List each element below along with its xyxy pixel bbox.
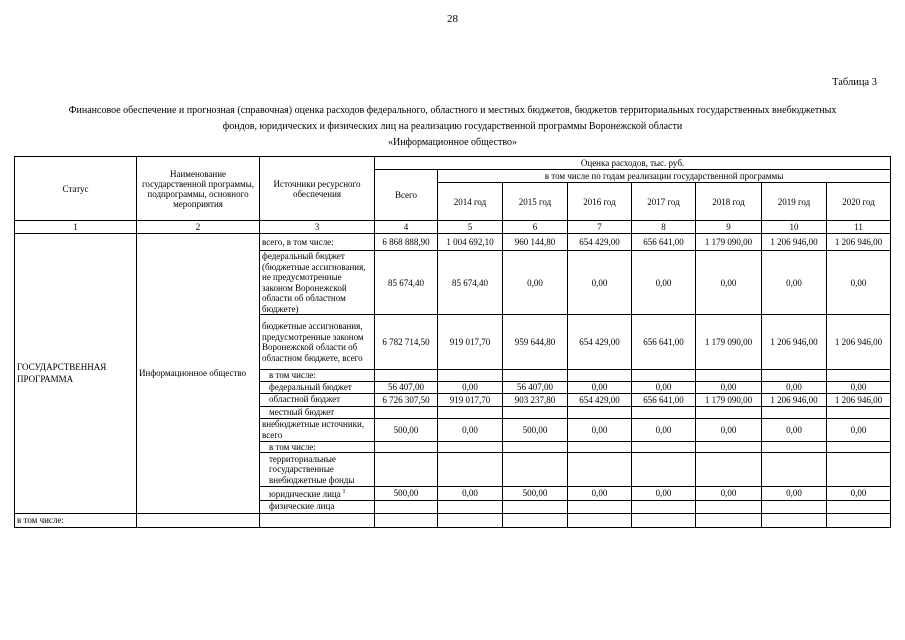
- year-column-header: 2019 год: [762, 183, 827, 221]
- value-cell: [762, 370, 827, 382]
- value-cell: [568, 370, 632, 382]
- value-cell: [696, 453, 762, 487]
- value-cell: 959 644,80: [503, 315, 568, 370]
- source-label-cell: физические лица: [260, 500, 375, 513]
- value-cell: 903 237,80: [503, 393, 568, 406]
- value-cell: [632, 500, 696, 513]
- value-cell: 6 868 888,90: [375, 234, 438, 251]
- value-cell: [696, 370, 762, 382]
- value-cell: [568, 500, 632, 513]
- table-footer-row: [15, 513, 891, 527]
- source-label-cell: в том числе:: [260, 370, 375, 382]
- value-cell: 1 004 692,10: [438, 234, 503, 251]
- value-cell: [696, 441, 762, 453]
- column-number: 1: [15, 221, 137, 234]
- value-cell: 500,00: [375, 487, 438, 501]
- value-cell: 85 674,40: [438, 251, 503, 315]
- value-cell: 0,00: [632, 487, 696, 501]
- value-cell: [762, 406, 827, 418]
- value-cell: [375, 500, 438, 513]
- value-cell: [438, 500, 503, 513]
- value-cell: 0,00: [827, 251, 891, 315]
- value-cell: [827, 500, 891, 513]
- source-label-cell: федеральный бюджет (бюджетные ассигнования, не предусмотренные законом Воронежской области об областном бюджете): [260, 251, 375, 315]
- value-cell: [568, 453, 632, 487]
- value-cell: [438, 370, 503, 382]
- value-cell: 0,00: [696, 487, 762, 501]
- value-cell: [696, 500, 762, 513]
- source-label-cell: местный бюджет: [260, 406, 375, 418]
- value-cell: [632, 370, 696, 382]
- source-label-cell: бюджетные ассигнования, предусмотренные законом Воронежской области об областном бюджете, всего: [260, 315, 375, 370]
- value-cell: 919 017,70: [438, 393, 503, 406]
- value-cell: [568, 441, 632, 453]
- value-cell: 1 206 946,00: [827, 234, 891, 251]
- value-cell: [632, 453, 696, 487]
- program-name-cell: Информационное общество: [137, 234, 260, 514]
- value-cell: [438, 441, 503, 453]
- source-label-cell: внебюджетные источники, всего: [260, 418, 375, 441]
- value-cell: 654 429,00: [568, 315, 632, 370]
- value-cell: [438, 406, 503, 418]
- value-cell: 656 641,00: [632, 315, 696, 370]
- header-total: Всего: [375, 170, 438, 221]
- table-label: Таблица 3: [832, 77, 877, 88]
- value-cell: 0,00: [762, 381, 827, 393]
- source-label-cell: областной бюджет: [260, 393, 375, 406]
- title-line-2: фондов, юридических и физических лиц на реализацию государственной программы Воронежской области: [222, 121, 683, 132]
- value-cell: 1 206 946,00: [827, 315, 891, 370]
- value-cell: 56 407,00: [375, 381, 438, 393]
- value-cell: [827, 370, 891, 382]
- year-column-header: 2020 год: [827, 183, 891, 221]
- column-number: 4: [375, 221, 438, 234]
- page-number: 28: [447, 13, 458, 25]
- value-cell: 0,00: [762, 487, 827, 501]
- value-cell: [503, 406, 568, 418]
- column-number: 11: [827, 221, 891, 234]
- empty-cell: [696, 513, 762, 527]
- value-cell: 919 017,70: [438, 315, 503, 370]
- value-cell: 85 674,40: [375, 251, 438, 315]
- value-cell: [503, 370, 568, 382]
- value-cell: [438, 453, 503, 487]
- column-number: 2: [137, 221, 260, 234]
- empty-cell: [632, 513, 696, 527]
- value-cell: [762, 500, 827, 513]
- table-row: [15, 234, 891, 251]
- value-cell: 56 407,00: [503, 381, 568, 393]
- value-cell: 0,00: [762, 251, 827, 315]
- source-label-cell: территориальные государственные внебюджетные фонды: [260, 453, 375, 487]
- value-cell: [503, 441, 568, 453]
- column-number: 8: [632, 221, 696, 234]
- value-cell: [827, 406, 891, 418]
- value-cell: 0,00: [827, 487, 891, 501]
- title-line-1: Финансовое обеспечение и прогнозная (справочная) оценка расходов федерального, областного и местных бюджетов, бюджетов территориальных государственных внебюджетных: [68, 105, 837, 116]
- value-cell: 0,00: [438, 487, 503, 501]
- value-cell: 500,00: [503, 487, 568, 501]
- value-cell: 1 179 090,00: [696, 234, 762, 251]
- finance-table: [14, 156, 891, 528]
- value-cell: 1 206 946,00: [762, 315, 827, 370]
- value-cell: 656 641,00: [632, 393, 696, 406]
- value-cell: 6 726 307,50: [375, 393, 438, 406]
- header-program-name: Наименование государственной программы, подпрограммы, основного мероприятия: [137, 157, 260, 221]
- value-cell: 0,00: [632, 418, 696, 441]
- value-cell: 0,00: [568, 381, 632, 393]
- empty-cell: [375, 513, 438, 527]
- source-label-cell: федеральный бюджет: [260, 381, 375, 393]
- value-cell: [696, 406, 762, 418]
- value-cell: [503, 500, 568, 513]
- value-cell: 656 641,00: [632, 234, 696, 251]
- column-number: 5: [438, 221, 503, 234]
- source-label-cell: всего, в том числе:: [260, 234, 375, 251]
- empty-cell: [762, 513, 827, 527]
- value-cell: 0,00: [827, 418, 891, 441]
- value-cell: [375, 441, 438, 453]
- value-cell: 500,00: [375, 418, 438, 441]
- title-line-3: «Информационное общество»: [387, 137, 517, 148]
- value-cell: 0,00: [568, 418, 632, 441]
- value-cell: 500,00: [503, 418, 568, 441]
- value-cell: 1 206 946,00: [762, 234, 827, 251]
- value-cell: 654 429,00: [568, 234, 632, 251]
- footer-label-cell: в том числе:: [15, 513, 137, 527]
- value-cell: [375, 453, 438, 487]
- value-cell: 0,00: [568, 487, 632, 501]
- value-cell: 0,00: [696, 251, 762, 315]
- value-cell: 1 179 090,00: [696, 393, 762, 406]
- column-number: 3: [260, 221, 375, 234]
- document-title: [0, 103, 905, 151]
- column-numbers-row: [15, 221, 891, 234]
- value-cell: [762, 441, 827, 453]
- year-column-header: 2015 год: [503, 183, 568, 221]
- value-cell: [632, 406, 696, 418]
- year-column-header: 2018 год: [696, 183, 762, 221]
- empty-cell: [568, 513, 632, 527]
- empty-cell: [260, 513, 375, 527]
- value-cell: 1 179 090,00: [696, 315, 762, 370]
- empty-cell: [438, 513, 503, 527]
- value-cell: [568, 406, 632, 418]
- value-cell: 0,00: [438, 418, 503, 441]
- header-expenses: Оценка расходов, тыс. руб.: [375, 157, 891, 170]
- header-status: Статус: [15, 157, 137, 221]
- header-by-years: в том числе по годам реализации государственной программы: [438, 170, 891, 183]
- value-cell: 0,00: [438, 381, 503, 393]
- footnote-marker: 1: [340, 488, 346, 495]
- source-label-cell: в том числе:: [260, 441, 375, 453]
- column-number: 9: [696, 221, 762, 234]
- value-cell: [827, 441, 891, 453]
- value-cell: [632, 441, 696, 453]
- value-cell: 0,00: [632, 381, 696, 393]
- year-column-header: 2016 год: [568, 183, 632, 221]
- empty-cell: [503, 513, 568, 527]
- column-number: 7: [568, 221, 632, 234]
- empty-cell: [137, 513, 260, 527]
- header-row-1: [15, 157, 891, 170]
- year-column-header: 2014 год: [438, 183, 503, 221]
- value-cell: 654 429,00: [568, 393, 632, 406]
- value-cell: 0,00: [696, 418, 762, 441]
- value-cell: 1 206 946,00: [762, 393, 827, 406]
- value-cell: 0,00: [568, 251, 632, 315]
- status-value-cell: ГОСУДАРСТВЕННАЯ ПРОГРАММА: [15, 234, 137, 514]
- empty-cell: [827, 513, 891, 527]
- value-cell: 6 782 714,50: [375, 315, 438, 370]
- value-cell: 0,00: [696, 381, 762, 393]
- value-cell: 0,00: [632, 251, 696, 315]
- value-cell: 960 144,80: [503, 234, 568, 251]
- year-column-header: 2017 год: [632, 183, 696, 221]
- column-number: 10: [762, 221, 827, 234]
- value-cell: [375, 406, 438, 418]
- value-cell: [375, 370, 438, 382]
- value-cell: 1 206 946,00: [827, 393, 891, 406]
- header-sources: Источники ресурсного обеспечения: [260, 157, 375, 221]
- value-cell: [503, 453, 568, 487]
- value-cell: 0,00: [827, 381, 891, 393]
- value-cell: [827, 453, 891, 487]
- column-number: 6: [503, 221, 568, 234]
- value-cell: 0,00: [503, 251, 568, 315]
- value-cell: [762, 453, 827, 487]
- source-label-cell: юридические лица $^1$: [260, 487, 375, 501]
- value-cell: 0,00: [762, 418, 827, 441]
